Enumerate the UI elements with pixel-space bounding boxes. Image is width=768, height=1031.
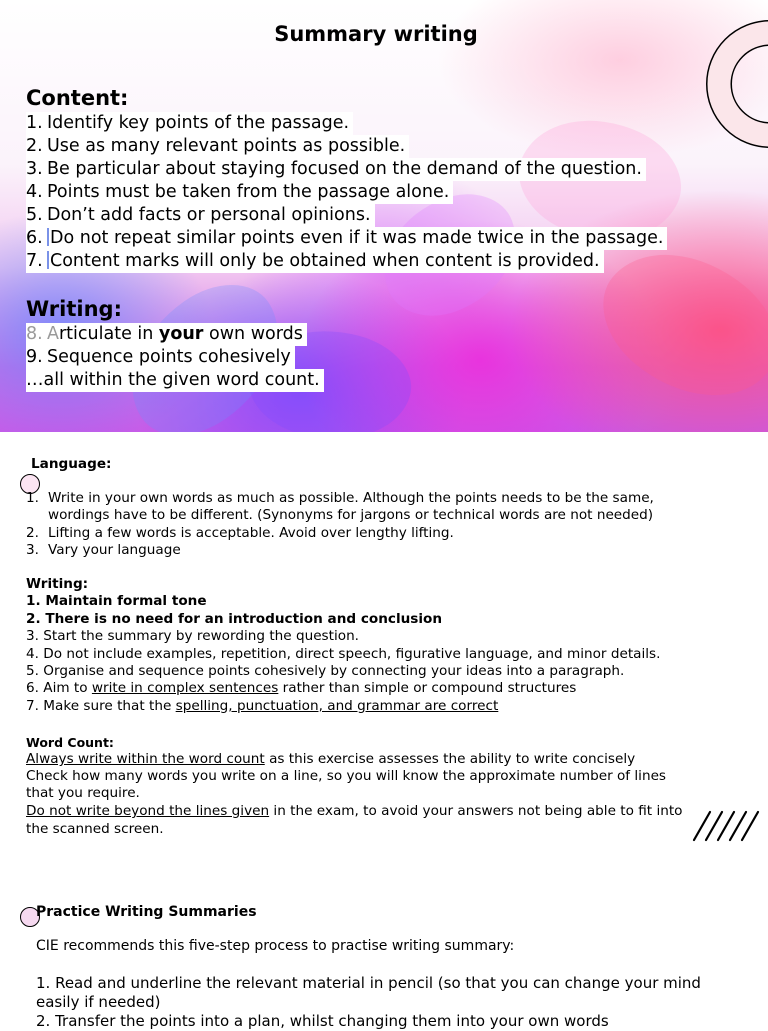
writing-item: 7. Make sure that the spelling, punctuation, and grammar are correct — [26, 698, 499, 714]
word-count-line: the scanned screen. — [26, 821, 164, 837]
slide-title: Summary writing — [274, 22, 478, 46]
content-item: 4. Points must be taken from the passage alone. — [26, 181, 453, 204]
practice-heading: Practice Writing Summaries — [36, 904, 257, 920]
language-item: 2. Lifting a few words is acceptable. Avoid over lengthy lifting. — [26, 525, 454, 541]
word-count-line: Always write within the word count as this exercise assesses the ability to write concisely — [26, 751, 636, 767]
text-cursor — [47, 251, 49, 269]
writing-item: 4. Do not include examples, repetition, direct speech, figurative language, and minor details. — [26, 646, 661, 662]
writing-item: 5. Organise and sequence points cohesively by connecting your ideas into a paragraph. — [26, 663, 625, 679]
content-item: 2. Use as many relevant points as possible. — [26, 135, 409, 158]
writing-heading: Writing: — [26, 297, 122, 321]
writing-item: 9. Sequence points cohesively — [26, 346, 295, 369]
content-item: 6. Do not repeat similar points even if it was made twice in the passage. — [26, 227, 667, 250]
writing-item: 8. Articulate in your own words — [26, 323, 307, 346]
language-heading: Language: — [31, 456, 112, 472]
word-count-line: Do not write beyond the lines given in the exam, to avoid your answers not being able to fit into — [26, 803, 683, 819]
writing-item: 3. Start the summary by rewording the question. — [26, 628, 360, 644]
word-count-heading: Word Count: — [26, 735, 114, 750]
notes-document — [0, 432, 768, 1030]
writing-item: …all within the given word count. — [26, 369, 324, 392]
content-item: 7. Content marks will only be obtained when content is provided. — [26, 250, 604, 273]
practice-step: 1. Read and underline the relevant material in pencil (so that you can change your mind — [36, 974, 701, 992]
content-heading: Content: — [26, 86, 129, 110]
word-count-line: that you require. — [26, 785, 140, 801]
language-item: 1. Write in your own words as much as possible. Although the points needs to be the same, — [26, 490, 654, 506]
practice-intro: CIE recommends this five-step process to practise writing summary: — [36, 938, 515, 954]
content-item: 1. Identify key points of the passage. — [26, 112, 353, 135]
practice-step: easily if needed) — [36, 993, 161, 1011]
text-cursor — [47, 228, 49, 246]
word-count-line: Check how many words you write on a line, so you will know the approximate number of lines — [26, 768, 667, 784]
content-item: 5. Don’t add facts or personal opinions. — [26, 204, 375, 227]
hatch-decoration — [692, 810, 760, 842]
language-item: wordings have to be different. (Synonyms for jargons or technical words are not needed) — [48, 507, 654, 523]
content-item: 3. Be particular about staying focused on the demand of the question. — [26, 158, 646, 181]
writing-item: 1. Maintain formal tone — [26, 593, 207, 609]
practice-step: 2. Transfer the points into a plan, whilst changing them into your own words — [36, 1012, 609, 1030]
ring-decoration — [706, 20, 768, 148]
language-item: 3. Vary your language — [26, 542, 181, 558]
writing-item: 2. There is no need for an introduction and conclusion — [26, 611, 443, 627]
writing-heading: Writing: — [26, 576, 89, 592]
title-slide — [0, 0, 768, 432]
writing-item: 6. Aim to write in complex sentences rather than simple or compound structures — [26, 680, 577, 696]
